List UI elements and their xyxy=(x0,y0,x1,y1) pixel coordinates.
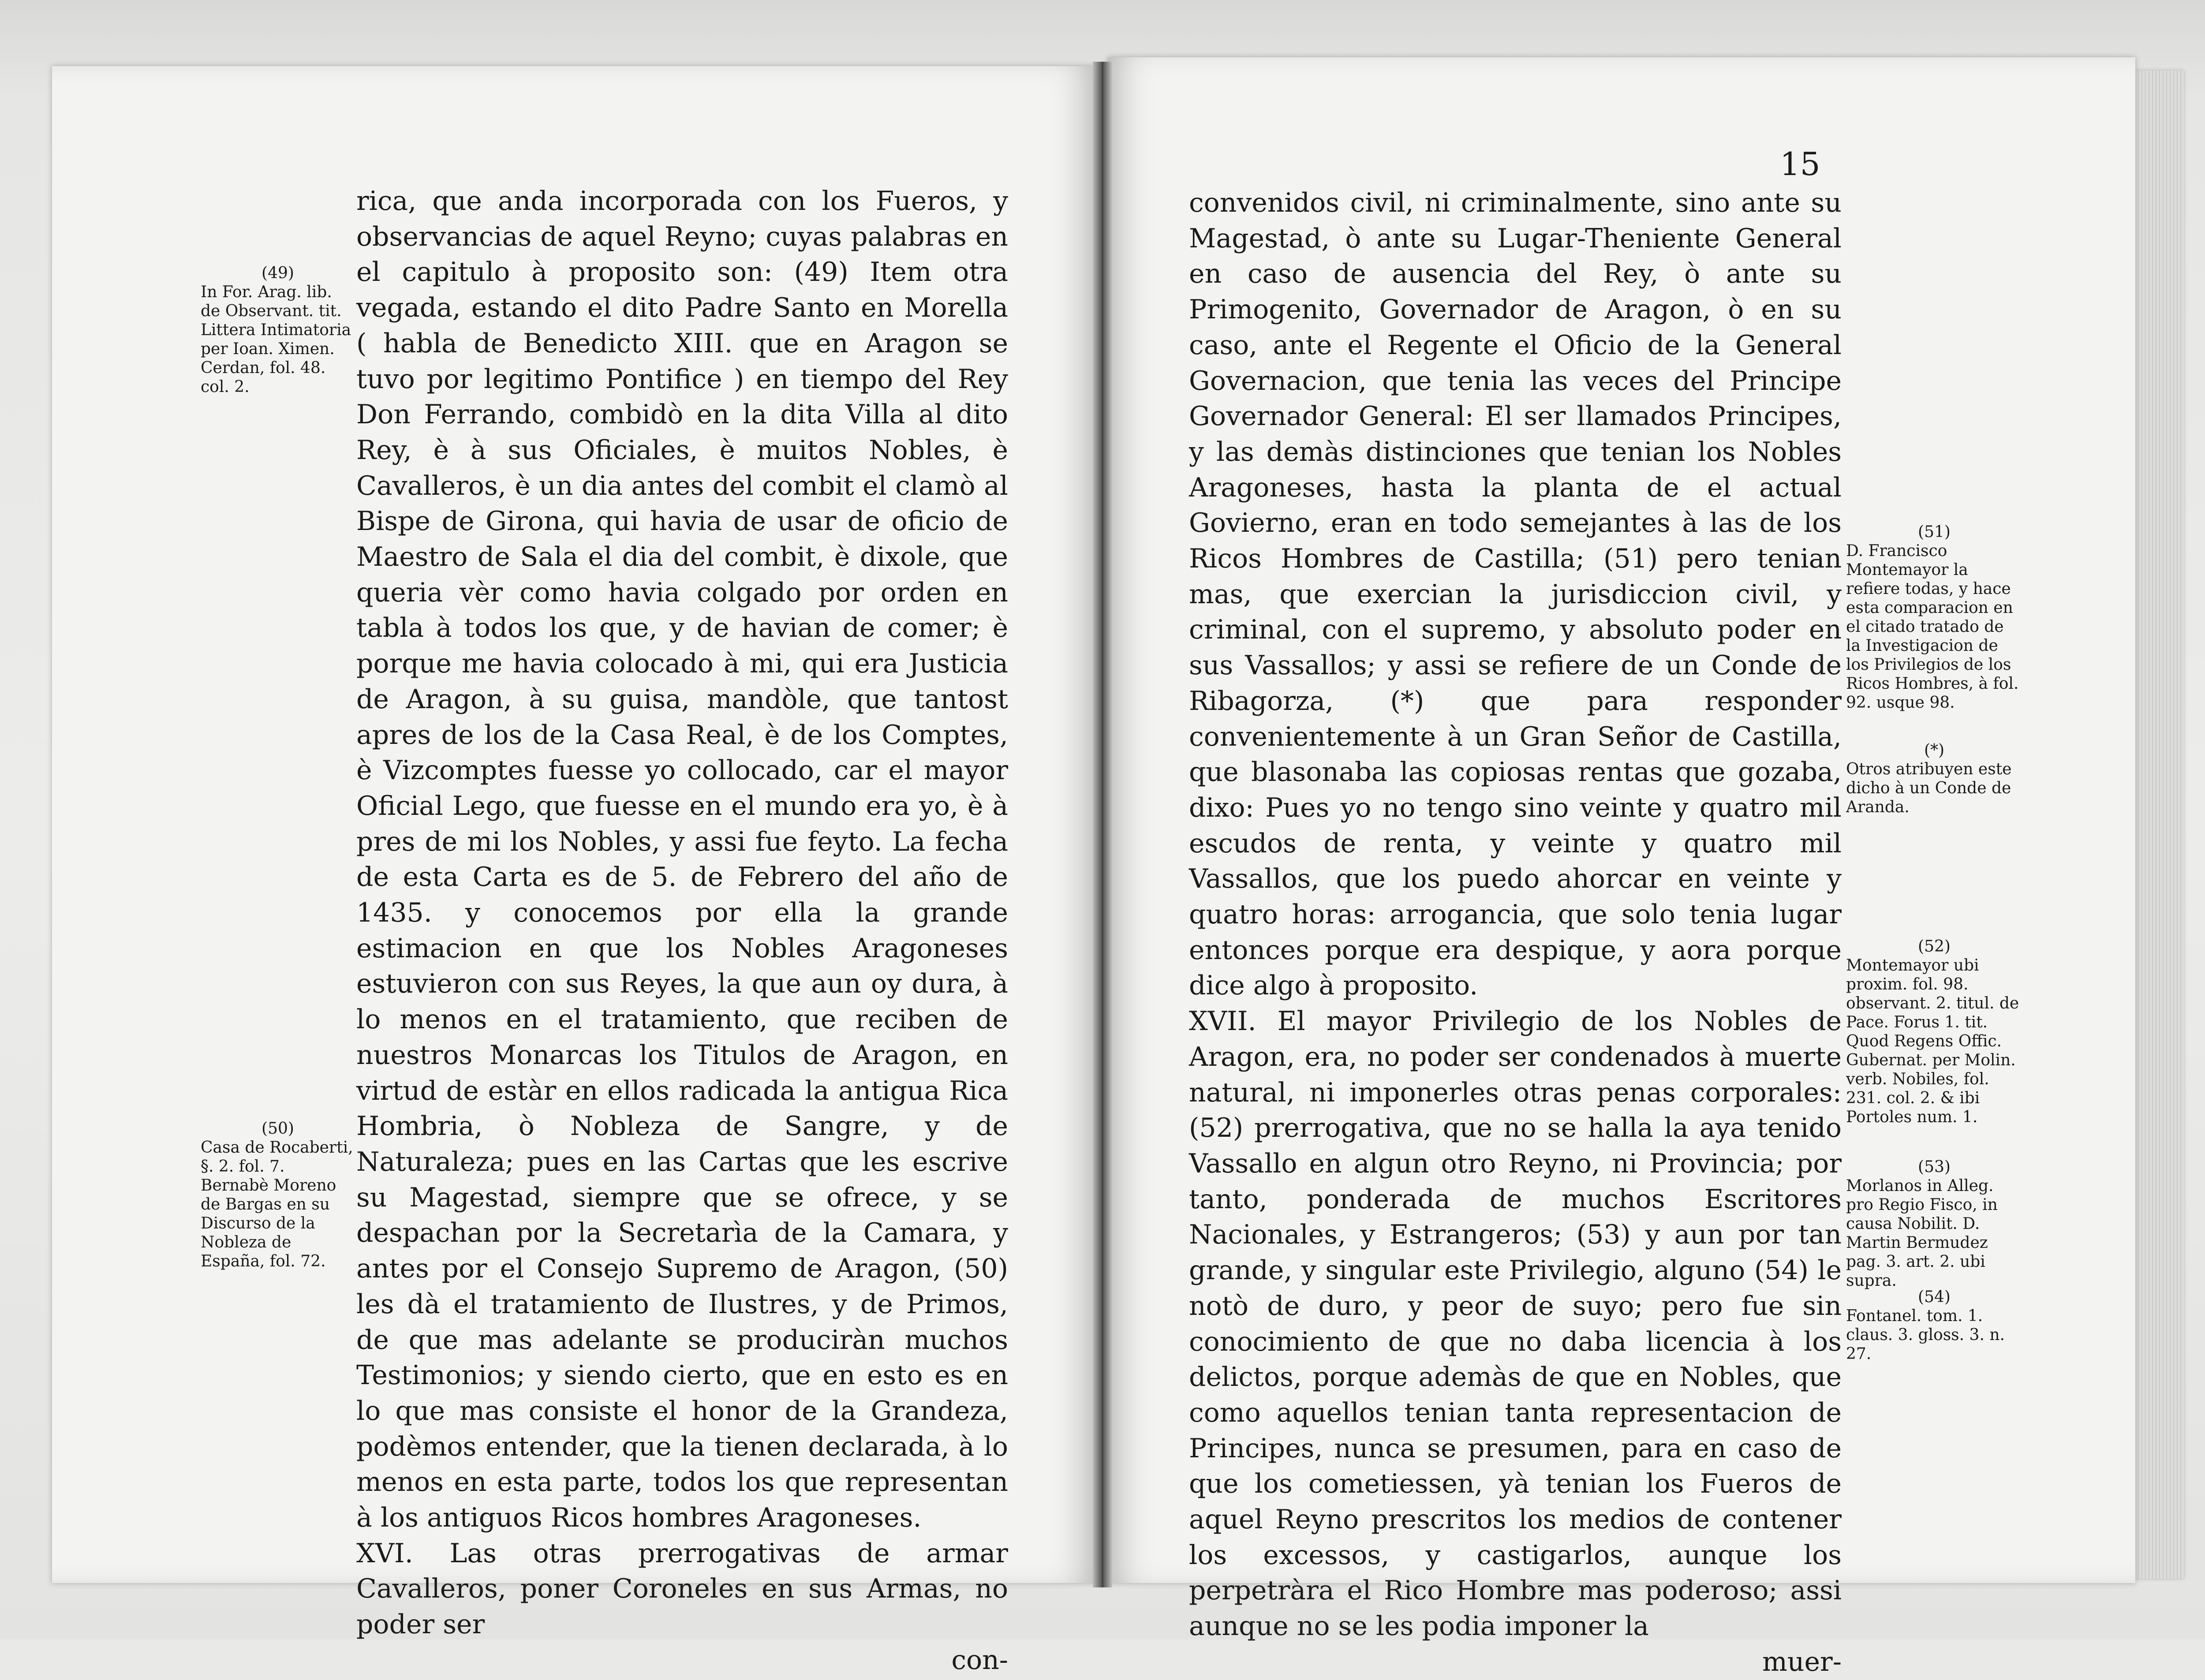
right-note-52 xyxy=(1846,937,2022,1127)
note-number: (51) xyxy=(1918,523,1951,541)
right-note-asterisk xyxy=(1846,741,2022,817)
note-number: (*) xyxy=(1924,741,1945,759)
note-number: (53) xyxy=(1918,1158,1951,1176)
left-catchword: con- xyxy=(951,1644,1008,1676)
left-main-text-block xyxy=(356,183,1008,1678)
note-text: Montemayor ubi proxim. fol. 98. observant. 2. titul. de Pace. Forus 1. tit. Quod Regens Offic. Gubernat. per Molin. verb. Nobiles, fol. 231. col. 2. & ibi Portoles num. 1. xyxy=(1846,956,2019,1126)
left-main-text: rica, que anda incorporada con los Fueros, y observancias de aquel Reyno; cuyas palabras en el capitulo à proposito son: (49) Item otra vegada, estando el dito Padre Santo en Morella ( habla de Benedicto XIII. que en Aragon se tuvo por legitimo Pontifice ) en tiempo del Rey Don Ferrando, combidò en la dita Villa al dito Rey, è à sus Oficiales, è muitos Nobles, è Cavalleros, è un dia antes del combit el clamò al Bispe de Girona, qui havia de usar de oficio de Maestro de Sala el dia del combit, è dixole, que queria vèr como havia colgado por orden en tabla à todos los que, y de havian de comer; è porque me havia colocado à mi, qui era Justicia de Aragon, à su guisa, mandòle, que tantost apres de los de la Casa Real, è de los Comptes, è Vizcomptes fuesse yo collocado, car el mayor Oficial Lego, que fuesse en el mundo era yo, è à pres de mi los Nobles, y assi fue feyto. La fecha de esta Carta es de 5. de Febrero del año de 1435. y conocemos por ella la grande estimacion en que los Nobles Aragoneses estuvieron con sus Reyes, la que aun oy dura, à lo menos en el tratamiento, que reciben de nuestros Monarcas los Titulos de Aragon, en virtud de estàr en ellos radicada la antigua Rica Hombria, ò Nobleza de Sangre, y de Naturaleza; pues en las Cartas que les escrive su Magestad, siempre que se ofrece, y se despachan por la Secretarìa de la Camara, y antes por el Consejo Supremo de Aragon, (50) les dà el tratamiento de Ilustres, y de Primos, de que mas adelante se produciràn muchos Testimonios; y siendo cierto, que en esto es en lo que mas consiste el honor de la Grandeza, podèmos entender, que la tienen declarada, à lo menos en esta parte, todos los que representan à los antiguos Ricos hombres Aragoneses. xyxy=(356,186,1008,1534)
note-text: Casa de Rocaberti, §. 2. fol. 7. Bernabè Moreno de Bargas en su Discurso de la Nobleza de España, fol. 72. xyxy=(201,1139,353,1270)
note-number: (52) xyxy=(1918,937,1951,956)
left-note-49 xyxy=(201,264,355,396)
paragraph-xvi: XVI. Las otras prerrogativas de armar Cavalleros, poner Coroneles en sus Armas, no poder ser xyxy=(356,1538,1008,1640)
note-text: Morlanos in Alleg. pro Regio Fisco, in causa Nobilit. D. Martin Bermudez pag. 3. art. 2. ubi supra. xyxy=(1846,1177,1998,1290)
book-gutter xyxy=(1093,62,1112,1587)
right-main-text-block xyxy=(1189,185,1842,1680)
paragraph-xvii: XVII. El mayor Privilegio de los Nobles de Aragon, era, no poder ser condenados à muerte natural, ni imponerles otras penas corporales: (52) prerrogativa, que no se halla la aya tenido Vassallo en algun otro Reyno, ni Provincia; por tanto, ponderada de muchos Escritores Nacionales, y Estrangeros; (53) y aun por tan grande, y singular este Privilegio, alguno (54) le notò de duro, y peor de suyo; pero fue sin conocimiento de que no daba licencia à los delictos, porque ademàs de que en Nobles, que como aquellos tenian tanta representacion de Principes, nunca se presumen, para en caso de que los cometiessen, yà tenian los Fueros de aquel Reyno prescritos los medios de contener los excessos, y castigarlos, aunque los perpetràra el Rico Hombre mas poderoso; assi aunque no se les podia imponer la xyxy=(1189,1006,1842,1642)
note-text: Otros atribuyen este dicho à un Conde de Aranda. xyxy=(1846,760,2012,816)
note-number: (50) xyxy=(262,1120,294,1138)
note-number: (54) xyxy=(1918,1288,1951,1306)
right-main-text: convenidos civil, ni criminalmente, sino ante su Magestad, ò ante su Lugar-Theniente General en caso de ausencia del Rey, ò ante su Primogenito, Governador de Aragon, ò en su caso, ante el Regente el Oficio de la General Governacion, que tenia las veces del Principe Governador General: El ser llamados Principes, y las demàs distinciones que tenian los Nobles Aragoneses, hasta la planta de el actual Govierno, eran en todo semejantes à las de los Ricos Hombres de Castilla; (51) pero tenian mas, que exercian la jurisdiccion civil, y criminal, con el supremo, y absoluto poder en sus Vassallos; y assi se refiere de un Conde de Ribagorza, (*) que para responder convenientemente à un Gran Señor de Castilla, que blasonaba las copiosas rentas que gozaba, dixo: Pues yo no tengo sino veinte y quatro mil escudos de renta, y veinte y quatro mil Vassallos, que los puedo ahorcar en veinte y quatro horas: arrogancia, que solo tenia lugar entonces porque era despique, y aora porque dice algo à proposito. xyxy=(1189,187,1842,1001)
note-text: In For. Arag. lib. de Observant. tit. Littera Intimatoria per Ioan. Ximen. Cerdan, fol. 48. col. 2. xyxy=(201,283,351,396)
right-note-54 xyxy=(1846,1288,2022,1363)
page-number: 15 xyxy=(1780,146,1820,183)
note-text: Fontanel. tom. 1. claus. 3. gloss. 3. n. 27. xyxy=(1846,1307,2005,1363)
right-catchword: muer- xyxy=(1762,1646,1842,1677)
page-edges xyxy=(2135,71,2184,1579)
right-note-51 xyxy=(1846,523,2022,712)
note-text: D. Francisco Montemayor la refiere todas, y hace esta comparacion en el citado tratado de la Investigacion de los Privilegios de los Ricos Hombres, à fol. 92. usque 98. xyxy=(1846,542,2019,712)
note-number: (49) xyxy=(262,264,294,282)
right-note-53 xyxy=(1846,1157,2022,1290)
left-note-50 xyxy=(201,1119,355,1271)
